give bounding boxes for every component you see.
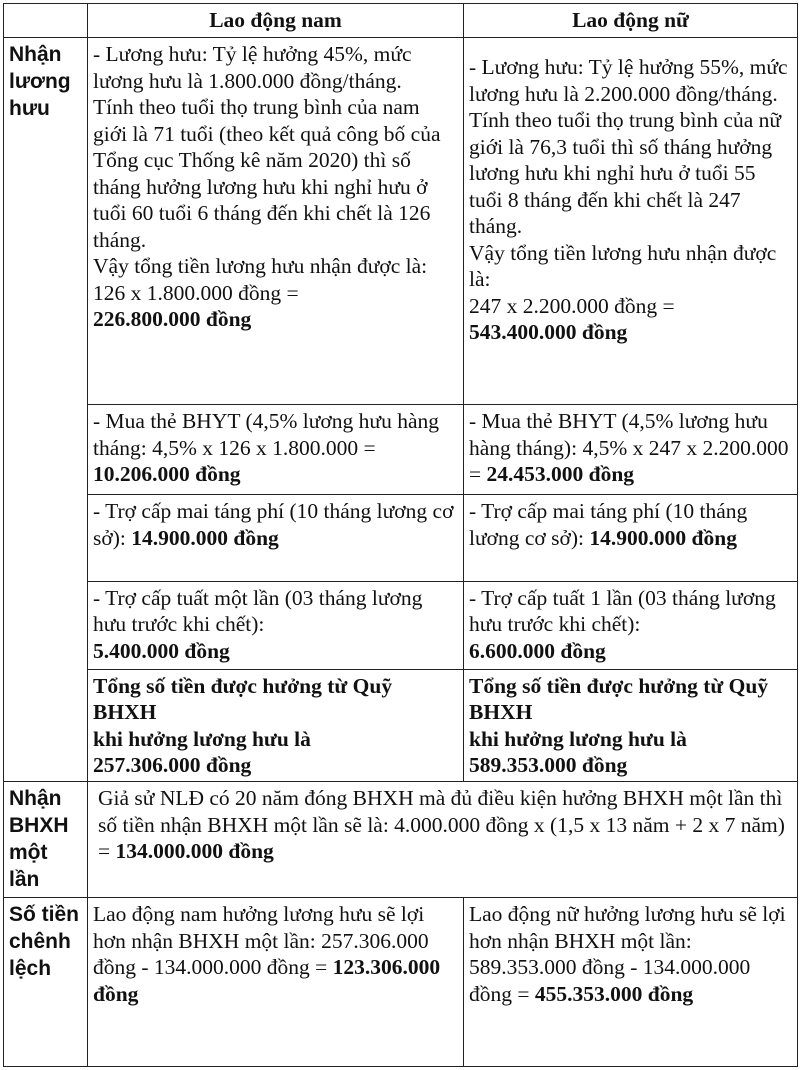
sum-female-label: Tổng số tiền được hưởng từ Quỹ BHXH — [469, 673, 769, 725]
pension-male-formula: 126 x 1.800.000 đồng = — [93, 280, 299, 305]
pension-male-months: Tính theo tuổi thọ trung bình của nam giới là 71 tuổi (theo kết quả công bố của Tổng cục Thống kê năm 2020) thì số tháng hưởng lương hưu khi nghỉ hưu ở tuổi 60 tuổi 6 tháng đến khi chết là 126 tháng. — [93, 95, 441, 252]
funeral-female-total: 14.900.000 đồng — [589, 525, 737, 550]
funeral-male-text: - Trợ cấp mai táng phí (10 tháng lương cơ sở): — [93, 499, 454, 550]
bhyt-row — [4, 405, 798, 495]
pension-female-months: Tính theo tuổi thọ trung bình của nữ giới là 76,3 tuổi thì số tháng hưởng lương hưu khi nghỉ hưu ở tuổi 55 tuổi 8 tháng đến khi chết là 247 tháng. — [469, 108, 782, 239]
pension-male-rate: - Lương hưu: Tỷ lệ hưởng 45%, mức lương hưu là 1.800.000 đồng/tháng. — [93, 42, 412, 93]
bhyt-female-total: 24.453.000 đồng — [486, 462, 635, 487]
sum-female-total: 589.353.000 đồng — [469, 753, 628, 778]
diff-male-total: 123.306.000 đồng — [93, 955, 441, 1006]
funeral-male-cell — [88, 495, 464, 581]
header-row — [4, 4, 798, 38]
pension-female-cell — [464, 38, 798, 405]
funeral-female-cell — [464, 495, 798, 581]
lumpsum-text: Giả sử NLĐ có 20 năm đóng BHXH mà đủ điều kiện hưởng BHXH một lần thì số tiền nhận BHXH một lần sẽ là: 4.000.000 đồng x (1,5 x 13 năm + 2 x 7 năm) = — [98, 786, 785, 864]
lumpsum-row — [4, 782, 798, 898]
survivor-female-text: - Trợ cấp tuất 1 lần (03 tháng lương hưu trước khi chết): — [469, 585, 776, 637]
sum-male-label: Tổng số tiền được hưởng từ Quỹ BHXH — [93, 673, 393, 725]
bhyt-male-cell — [88, 405, 464, 495]
row-label-lumpsum: Nhận BHXH một lần — [4, 782, 88, 898]
pension-female-rate: - Lương hưu: Tỷ lệ hưởng 55%, mức lương hưu là 2.200.000 đồng/tháng. — [469, 55, 788, 106]
diff-row — [4, 898, 798, 1067]
sum-female-cell — [464, 669, 798, 781]
survivor-female-cell — [464, 581, 798, 669]
lumpsum-cell — [88, 782, 798, 898]
sum-row — [4, 669, 798, 781]
survivor-male-total: 5.400.000 đồng — [93, 638, 230, 663]
comparison-table — [3, 3, 798, 1067]
pension-row — [4, 38, 798, 405]
bhyt-male-total: 10.206.000 đồng — [93, 462, 241, 487]
survivor-row — [4, 581, 798, 669]
row-label-diff: Số tiền chênh lệch — [4, 898, 88, 1067]
pension-male-total-label: Vậy tổng tiền lương hưu nhận được là: — [93, 254, 428, 279]
pension-female-total: 543.400.000 đồng — [469, 320, 628, 345]
diff-male-text: Lao động nam hưởng lương hưu sẽ lợi hơn nhận BHXH một lần: 257.306.000 đồng - 134.000.000 đồng = — [93, 902, 429, 980]
survivor-female-total: 6.600.000 đồng — [469, 638, 606, 663]
diff-female-text: Lao động nữ hưởng lương hưu sẽ lợi hơn nhận BHXH một lần: 589.353.000 đồng - 134.000.000 đồng = — [469, 902, 786, 1006]
diff-female-total: 455.353.000 đồng — [534, 981, 694, 1006]
pension-male-cell — [88, 38, 464, 405]
funeral-female-text: - Trợ cấp mai táng phí (10 tháng lương cơ sở): — [469, 499, 748, 550]
sum-male-label-2: khi hưởng lương hưu là — [93, 726, 311, 751]
header-female: Lao động nữ — [464, 4, 798, 38]
diff-male-cell — [88, 898, 464, 1067]
lumpsum-total: 134.000.000 đồng — [115, 839, 274, 864]
funeral-male-total: 14.900.000 đồng — [131, 525, 279, 550]
survivor-male-cell — [88, 581, 464, 669]
sum-male-total: 257.306.000 đồng — [93, 753, 252, 778]
header-empty-cell — [4, 4, 88, 38]
sum-female-label-2: khi hưởng lương hưu là — [469, 726, 687, 751]
pension-female-formula: 247 x 2.200.000 đồng = — [469, 293, 675, 318]
survivor-male-text: - Trợ cấp tuất một lần (03 tháng lương hưu trước khi chết): — [93, 585, 423, 637]
bhyt-female-cell — [464, 405, 798, 495]
funeral-row — [4, 495, 798, 581]
pension-female-total-label: Vậy tổng tiền lương hưu nhận được là: — [469, 240, 777, 292]
sum-male-cell — [88, 669, 464, 781]
bhyt-female-text: - Mua thẻ BHYT (4,5% lương hưu hàng tháng): 4,5% x 247 x 2.200.000 = — [469, 409, 789, 487]
diff-female-cell — [464, 898, 798, 1067]
pension-male-total: 226.800.000 đồng — [93, 307, 252, 332]
row-label-pension: Nhận lương hưu — [4, 38, 88, 782]
bhyt-male-text: - Mua thẻ BHYT (4,5% lương hưu hàng tháng: 4,5% x 126 x 1.800.000 = — [93, 409, 439, 460]
header-male: Lao động nam — [88, 4, 464, 38]
